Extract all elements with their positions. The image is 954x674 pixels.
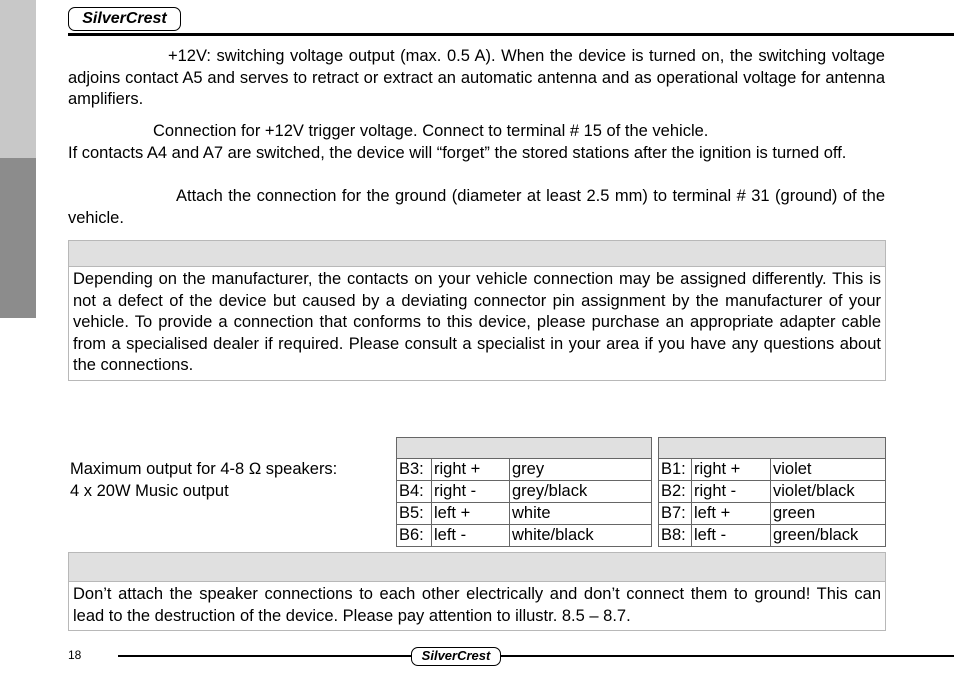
table-header (659, 438, 886, 459)
pin-cell: B3: (397, 459, 432, 481)
color-cell: violet/black (771, 481, 886, 503)
color-cell: green (771, 503, 886, 525)
channel-cell: right + (432, 459, 510, 481)
speaker-music-output: 4 x 20W Music output (70, 481, 229, 500)
speaker-output-label (70, 459, 337, 502)
table-row (659, 503, 886, 525)
channel-cell: right - (692, 481, 771, 503)
speaker-max-output: Maximum output for 4-8 Ω speakers: (70, 460, 338, 478)
channel-cell: left + (432, 503, 510, 525)
header-rule (68, 33, 954, 36)
paragraph-trigger-voltage: Connection for +12V trigger voltage. Connect to terminal # 15 of the vehicle. (153, 122, 709, 140)
speaker-table-left (396, 437, 652, 547)
sidebar-tab-light (0, 0, 36, 158)
footer-rule (118, 655, 954, 657)
color-cell: grey/black (510, 481, 652, 503)
color-cell: grey (510, 459, 652, 481)
table-row (659, 459, 886, 481)
pin-cell: B4: (397, 481, 432, 503)
channel-cell: right + (692, 459, 771, 481)
table-row (397, 525, 652, 547)
silvercrest-logo-footer: SilverCrest (411, 647, 501, 666)
table-row (397, 503, 652, 525)
silvercrest-logo: SilverCrest (68, 7, 181, 31)
table-row (659, 525, 886, 547)
color-cell: violet (771, 459, 886, 481)
note-body: Don’t attach the speaker connections to each other electrically and don’t connect them to ground! This can lead to the destruction of the device. Please pay attention to illustr. 8.5 – 8.7. (73, 585, 881, 625)
paragraph-switching-voltage: +12V: switching voltage output (max. 0.5 A). When the device is turned on, the switching voltage adjoins contact A5 and serves to retract or extract an automatic antenna and as operational voltage for antenna amplifiers. (68, 47, 885, 108)
note-box-speaker-warning (68, 552, 886, 631)
pin-cell: B5: (397, 503, 432, 525)
note-body: Depending on the manufacturer, the contacts on your vehicle connection may be assigned differently. This is not a defect of the device but caused by a deviating connector pin assignment by the manufacturer of your vehicle. To provide a connection that conforms to this device, please purchase an appropriate adapter cable from a specialised dealer if required. Please consult a specialist in your area if you have any questions about the connections. (73, 270, 881, 374)
note-header (69, 241, 885, 267)
channel-cell: left - (432, 525, 510, 547)
channel-cell: right - (432, 481, 510, 503)
paragraph-forget-stations: If contacts A4 and A7 are switched, the device will “forget” the stored stations after the ignition is turned off. (68, 144, 847, 162)
pin-cell: B2: (659, 481, 692, 503)
color-cell: white (510, 503, 652, 525)
pin-cell: B6: (397, 525, 432, 547)
table-row (659, 481, 886, 503)
page-number: 18 (68, 648, 82, 662)
color-cell: green/black (771, 525, 886, 547)
pin-cell: B8: (659, 525, 692, 547)
table-row (397, 459, 652, 481)
channel-cell: left + (692, 503, 771, 525)
table-row (397, 481, 652, 503)
pin-cell: B1: (659, 459, 692, 481)
note-box-connector (68, 240, 886, 381)
paragraph-ground: Attach the connection for the ground (diameter at least 2.5 mm) to terminal # 31 (ground) of the vehicle. (68, 187, 885, 227)
sidebar-tab-dark (0, 158, 36, 318)
note-header (69, 553, 885, 582)
pin-cell: B7: (659, 503, 692, 525)
table-header (397, 438, 652, 459)
channel-cell: left - (692, 525, 771, 547)
color-cell: white/black (510, 525, 652, 547)
speaker-table-right (658, 437, 886, 547)
